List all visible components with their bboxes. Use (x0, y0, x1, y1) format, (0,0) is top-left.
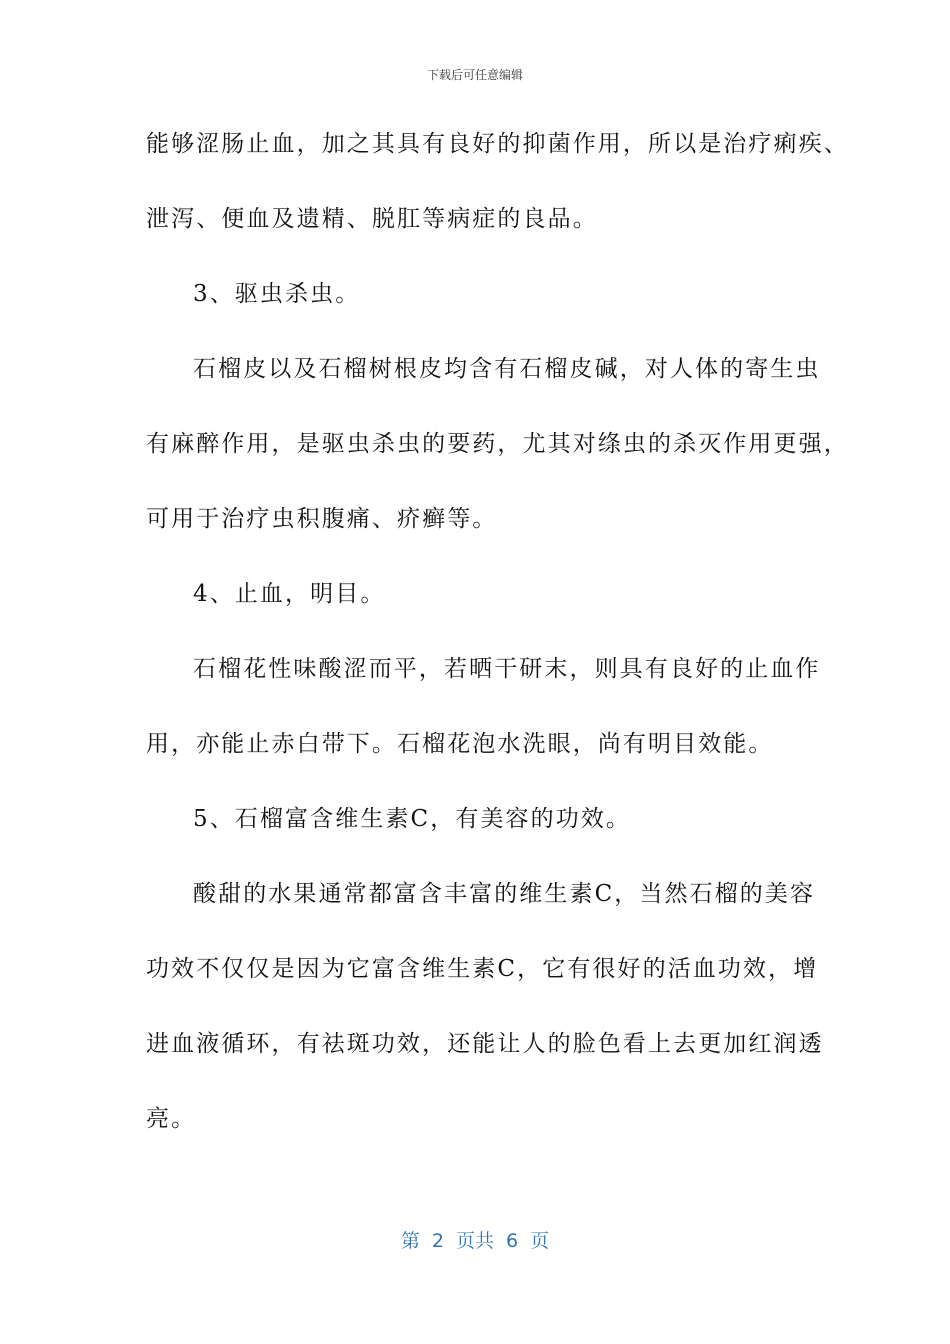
footer-prefix: 第 (400, 1230, 420, 1252)
paragraph-line: 石榴皮以及石榴树根皮均含有石榴皮碱，对人体的寄生虫 (193, 356, 821, 382)
paragraph-line: 进血液循环，有祛斑功效，还能让人的脸色看上去更加红润透 (146, 1031, 824, 1057)
footer-current-page: 2 (431, 1230, 444, 1252)
paragraph-line: 亮。 (146, 1106, 197, 1132)
paragraph-line: 石榴花性味酸涩而平，若晒干研末，则具有良好的止血作 (193, 656, 821, 682)
paragraph-line: 能够涩肠止血，加之其具有良好的抑菌作用，所以是治疗痢疾、 (146, 131, 849, 157)
paragraph-line: 功效不仅仅是因为它富含维生素C，它有很好的活血功效，增 (146, 956, 819, 982)
paragraph-line: 酸甜的水果通常都富含丰富的维生素C，当然石榴的美容 (193, 881, 816, 907)
page-header: 下载后可任意编辑 (426, 68, 523, 82)
paragraph-line: 用，亦能止赤白带下。石榴花泡水洗眼，尚有明目效能。 (146, 731, 774, 757)
page-footer (0, 1226, 950, 1253)
section-heading: 4、止血，明目。 (193, 581, 386, 607)
footer-middle: 页共 (455, 1230, 494, 1252)
paragraph-line: 有麻醉作用，是驱虫杀虫的要药，尤其对绦虫的杀灭作用更强， (146, 431, 849, 457)
paragraph-line: 可用于治疗虫积腹痛、疥癣等。 (146, 506, 498, 532)
footer-suffix: 页 (530, 1230, 550, 1252)
section-heading: 5、石榴富含维生素C，有美容的功效。 (193, 806, 632, 832)
paragraph-line: 泄泻、便血及遗精、脱肛等病症的良品。 (146, 206, 598, 232)
footer-total-pages: 6 (506, 1230, 519, 1252)
section-heading: 3、驱虫杀虫。 (193, 281, 361, 307)
